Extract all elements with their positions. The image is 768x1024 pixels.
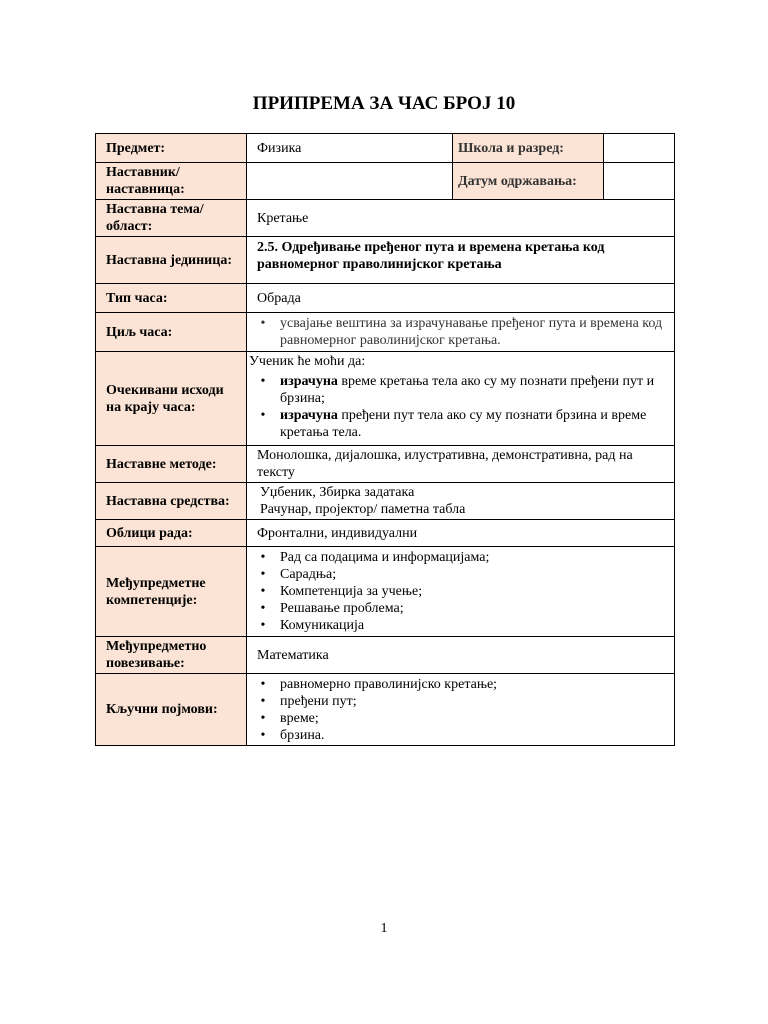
date-label: Датум одржавања: xyxy=(453,163,604,200)
list-item: • брзина. xyxy=(280,727,664,744)
page-title: ПРИПРЕМА ЗА ЧАС БРОЈ 10 xyxy=(252,93,516,114)
list-item: • пређени пут; xyxy=(280,693,664,710)
list-item: • Компетенција за учење; xyxy=(280,583,664,600)
competencies-list xyxy=(257,549,664,634)
unit-label: Наставна јединица: xyxy=(96,237,247,284)
date-value xyxy=(604,163,675,200)
page-number: 1 xyxy=(380,921,388,936)
methods-label: Наставне методе: xyxy=(96,446,247,483)
competencies-label: Међупредметне компетенције: xyxy=(96,547,247,637)
keywords-value xyxy=(247,674,675,746)
row-competencies xyxy=(96,547,675,637)
row-forms xyxy=(96,520,675,547)
topic-value: Кретање xyxy=(247,200,675,237)
list-item: • Комуникација xyxy=(280,617,664,634)
goal-list xyxy=(257,315,664,349)
school-label: Школа и разред: xyxy=(453,134,604,163)
outcome-verb: израчуна xyxy=(280,374,338,389)
row-outcomes xyxy=(96,352,675,446)
row-type xyxy=(96,284,675,313)
type-label: Тип часа: xyxy=(96,284,247,313)
list-item: • време; xyxy=(280,710,664,727)
row-goal xyxy=(96,313,675,352)
goal-value xyxy=(247,313,675,352)
forms-label: Облици рада: xyxy=(96,520,247,547)
subject-value: Физика xyxy=(247,134,453,163)
outcomes-intro: Ученик ће моћи да: xyxy=(249,354,366,369)
row-teacher xyxy=(96,163,675,200)
outcomes-label: Очекивани исходи на крају часа: xyxy=(96,352,247,446)
row-unit xyxy=(96,237,675,284)
methods-value: Монолошка, дијалошка, илустративна, демонстративна, рад на тексту xyxy=(247,446,675,483)
subject-label: Предмет: xyxy=(96,134,247,163)
outcomes-list xyxy=(257,373,664,441)
row-correlation xyxy=(96,637,675,674)
lesson-plan-table xyxy=(95,133,675,746)
school-value xyxy=(604,134,675,163)
tools-line: Уџбеник, Збирка задатака xyxy=(260,485,415,500)
forms-value: Фронтални, индивидуални xyxy=(247,520,675,547)
competencies-value xyxy=(247,547,675,637)
correlation-value: Математика xyxy=(247,637,675,674)
unit-value: 2.5. Одређивање пређеног пута и времена кретања код равномерног праволинијског кретања xyxy=(247,237,675,284)
topic-label: Наставна тема/ област: xyxy=(96,200,247,237)
teacher-label: Наставник/ наставница: xyxy=(96,163,247,200)
outcome-text: време кретања тела ако су му познати пређени пут и брзина; xyxy=(280,374,655,406)
keywords-label: Кључни појмови: xyxy=(96,674,247,746)
list-item: • Рад са подацима и информацијама; xyxy=(280,549,664,566)
row-tools xyxy=(96,483,675,520)
tools-line: Рачунар, пројектор/ паметна табла xyxy=(260,502,466,517)
list-item xyxy=(280,373,664,407)
tools-label: Наставна средства: xyxy=(96,483,247,520)
keywords-list xyxy=(257,676,664,744)
teacher-value xyxy=(247,163,453,200)
list-item: • Решавање проблема; xyxy=(280,600,664,617)
list-item: • усвајање вештина за израчунавање пређеног пута и времена код равномерног раволинијског кретања. xyxy=(280,315,664,349)
list-item xyxy=(280,407,664,441)
row-keywords xyxy=(96,674,675,746)
tools-value xyxy=(247,483,675,520)
row-methods xyxy=(96,446,675,483)
correlation-label: Међупредметно повезивање: xyxy=(96,637,247,674)
list-item: • Сарадња; xyxy=(280,566,664,583)
list-item: • равномерно праволинијско кретање; xyxy=(280,676,664,693)
row-topic xyxy=(96,200,675,237)
outcome-text: пређени пут тела ако су му познати брзина и време кретања тела. xyxy=(280,408,647,440)
type-value: Обрада xyxy=(247,284,675,313)
goal-label: Циљ часа: xyxy=(96,313,247,352)
outcomes-value xyxy=(247,352,675,446)
outcome-verb: израчуна xyxy=(280,408,338,423)
row-subject xyxy=(96,134,675,163)
